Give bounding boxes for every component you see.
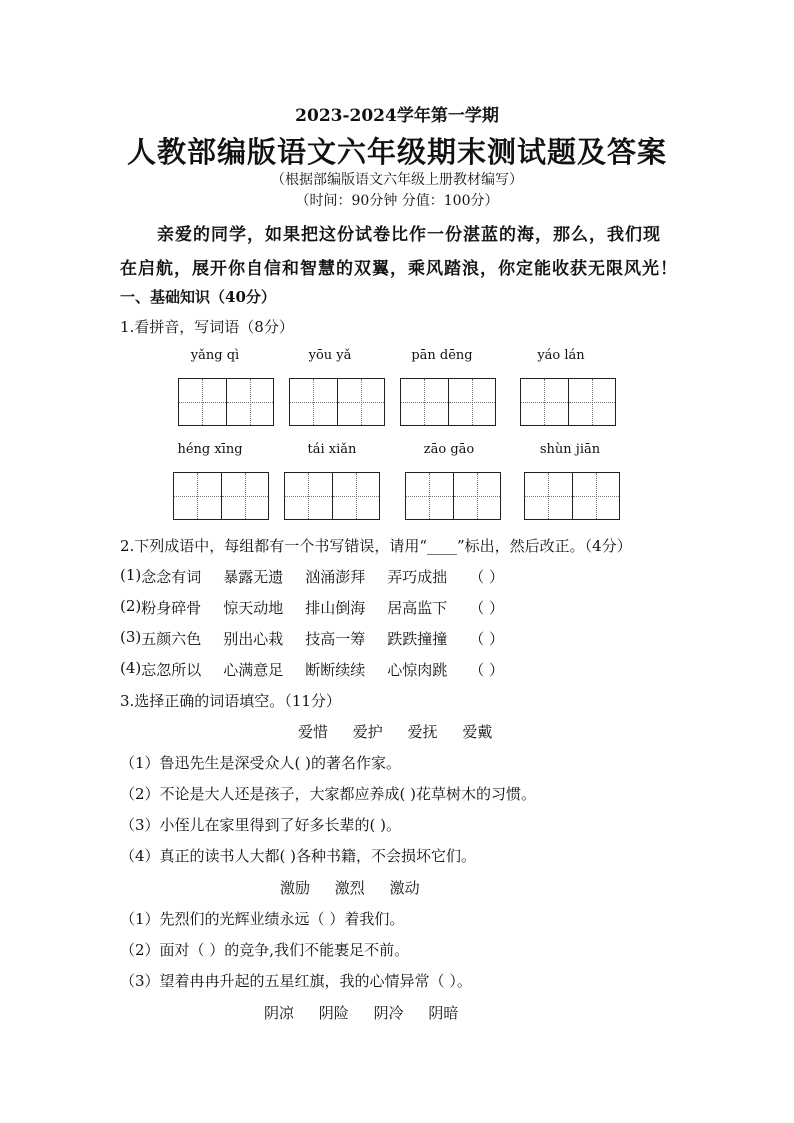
writing-grid[interactable] (400, 378, 496, 426)
word-choice: 爱惜 (298, 723, 329, 741)
pinyin-label: yáo lán (537, 348, 585, 363)
idiom: 汹涌澎拜 (305, 568, 366, 586)
idiom: 技高一筹 (305, 630, 366, 648)
writing-grid[interactable] (524, 472, 620, 520)
time-score-info: （时间：90分钟 分值：100分） (295, 193, 499, 209)
fill-sentence: （2）面对（ ）的竞争,我们不能裹足不前。 (120, 941, 410, 959)
idiom: 念念有词 (141, 568, 202, 586)
answer-blank[interactable]: （ ） (469, 568, 505, 586)
idiom: 别出心栽 (223, 630, 284, 648)
pinyin-label: héng xīng (177, 442, 243, 457)
page-title: 人教部编版语文六年级期末测试题及答案 (126, 135, 667, 169)
row-number: (1) (120, 566, 142, 584)
section-1-title: 一、基础知识（40分） (120, 288, 276, 306)
writing-grid[interactable] (178, 378, 274, 426)
row-number: (2) (120, 597, 142, 615)
row-number: (3) (120, 628, 142, 646)
idiom: 排山倒海 (305, 599, 366, 617)
word-choice: 阴暗 (428, 1004, 459, 1022)
fill-sentence: （1）先烈们的光辉业绩永远（ ）着我们。 (120, 910, 405, 928)
writing-grid[interactable] (520, 378, 616, 426)
pinyin-label: pān dēng (411, 348, 473, 363)
answer-blank[interactable]: （ ） (469, 599, 505, 617)
word-choice: 爱戴 (462, 723, 493, 741)
intro-line-2: 在启航，展开你自信和智慧的双翼，乘风踏浪，你定能收获无限风光！ (120, 259, 678, 279)
word-choice: 阴凉 (264, 1004, 295, 1022)
word-choice: 阴冷 (373, 1004, 404, 1022)
idiom-row (120, 566, 504, 587)
row-number: (4) (120, 659, 142, 677)
idiom: 断断续续 (305, 661, 366, 679)
subtitle: （根据部编版语文六年级上册教材编写） (271, 172, 523, 188)
idiom-row (120, 659, 504, 680)
answer-blank[interactable]: （ ） (469, 661, 505, 679)
word-choice: 爱护 (352, 723, 383, 741)
answer-blank[interactable]: （ ） (469, 630, 505, 648)
q3-title: 3.选择正确的词语填空。（11分） (120, 692, 341, 710)
word-choice: 爱抚 (407, 723, 438, 741)
fill-sentence: （4）真正的读书人大都( )各种书籍，不会损坏它们。 (120, 847, 477, 865)
idiom: 忘忽所以 (141, 661, 202, 679)
fill-sentence: （2）不论是大人还是孩子，大家都应养成( )花草树木的习惯。 (120, 785, 537, 803)
idiom: 暴露无遗 (223, 568, 284, 586)
idiom: 心满意足 (223, 661, 284, 679)
word-choice: 激动 (389, 879, 420, 897)
fill-sentence: （3）小侄儿在家里得到了好多长辈的( )。 (120, 816, 402, 834)
word-choice: 阴险 (318, 1004, 349, 1022)
idiom: 跌跌撞撞 (387, 630, 448, 648)
writing-grid[interactable] (405, 472, 501, 520)
idiom: 五颜六色 (141, 630, 202, 648)
idiom-row (120, 597, 504, 618)
word-choices (288, 721, 502, 742)
word-choices (270, 877, 430, 898)
writing-grid[interactable] (284, 472, 380, 520)
idiom: 心惊肉跳 (387, 661, 448, 679)
q2-title: 2.下列成语中，每组都有一个书写错误，请用“____”标出，然后改正。（4分） (120, 537, 632, 555)
word-choice: 激励 (280, 879, 311, 897)
intro-line-1: 亲爱的同学，如果把这份试卷比作一份湛蓝的海，那么，我们现 (157, 225, 661, 245)
writing-grid[interactable] (289, 378, 385, 426)
pinyin-label: yǎng qì (190, 348, 240, 363)
fill-sentence: （3）望着冉冉升起的五星红旗，我的心情异常（ ）。 (120, 972, 472, 990)
pinyin-label: shùn jiān (539, 442, 601, 457)
fill-sentence: （1）鲁迅先生是深受众人( )的著名作家。 (120, 754, 402, 772)
idiom: 粉身碎骨 (141, 599, 202, 617)
semester-line: 2023-2024学年第一学期 (295, 106, 499, 126)
word-choices (254, 1002, 468, 1023)
pinyin-label: yōu yǎ (308, 348, 352, 363)
pinyin-label: tái xiǎn (307, 442, 357, 457)
idiom-row (120, 628, 504, 649)
pinyin-label: zāo gāo (423, 442, 475, 457)
q1-title: 1.看拼音，写词语（8分） (120, 318, 294, 336)
writing-grid[interactable] (173, 472, 269, 520)
idiom: 居高监下 (387, 599, 448, 617)
idiom: 惊天动地 (223, 599, 284, 617)
idiom: 弄巧成拙 (387, 568, 448, 586)
word-choice: 激烈 (334, 879, 365, 897)
